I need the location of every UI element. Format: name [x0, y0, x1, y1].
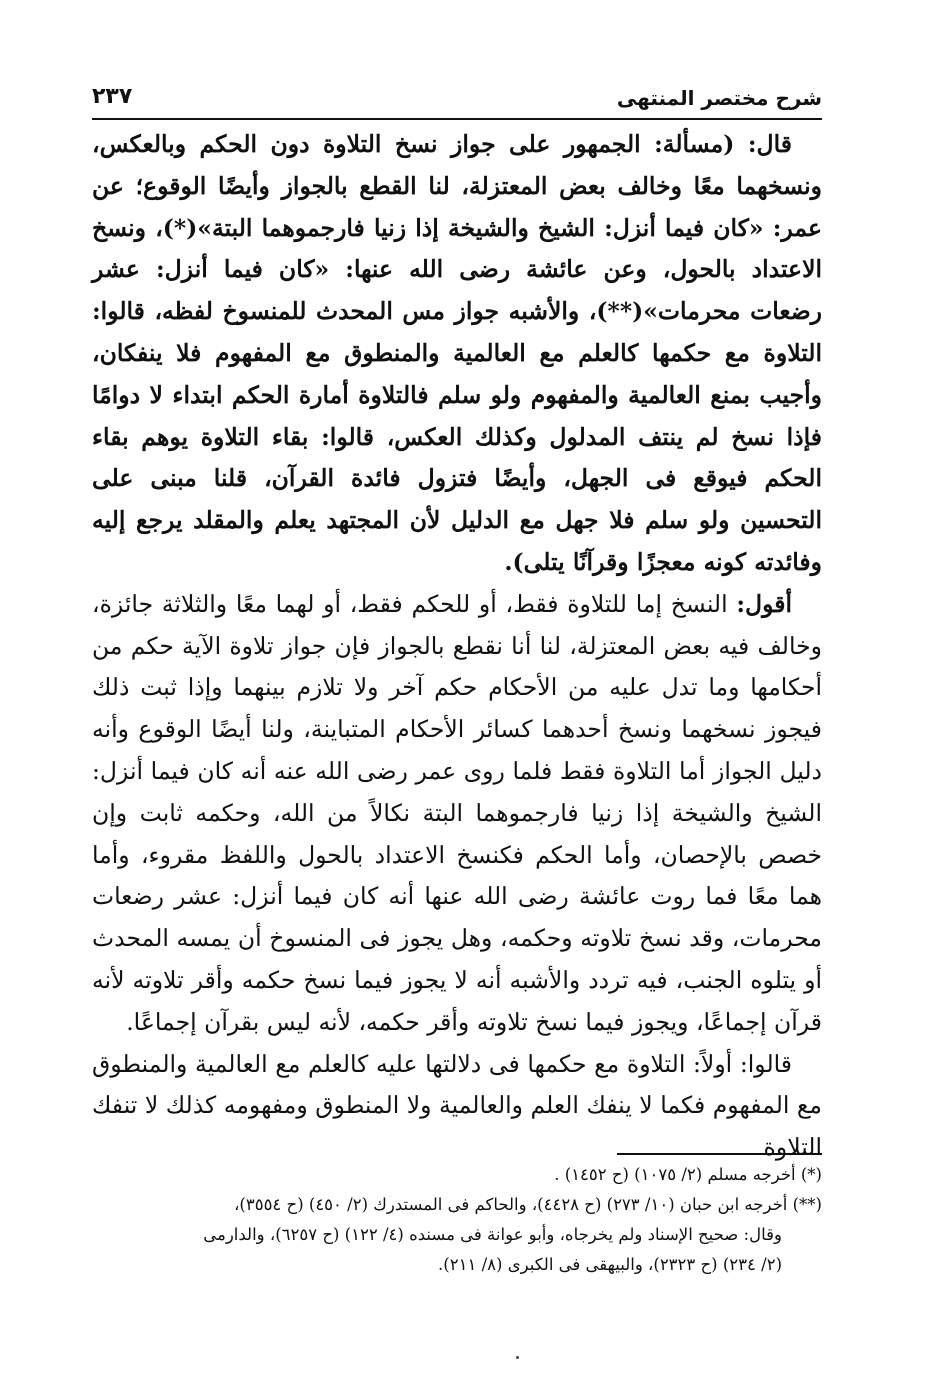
- book-title: شرح مختصر المنتهى: [616, 86, 822, 110]
- footnotes: [92, 1160, 822, 1280]
- main-text: [92, 124, 822, 1169]
- print-speck: [516, 1356, 519, 1359]
- matn-paragraph: قال: (مسألة: الجمهور على جواز نسخ التلاوة دون الحكم وبالعكس، ونسخهما معًا وخالف بعض المعتزلة، لنا القطع بالجواز وأيضًا الوقوع؛ عن عمر: «كان فيما أنزل: الشيخ والشيخة إذا زنيا فارجموهما البتة»(*)، ونسخ الاعتداد بالحول، وعن عائشة رضى الله عنها: «كان فيما أنزل: عشر رضعات محرمات»(**)، والأشبه جواز مس المحدث للمنسوخ لفظه، قالوا: التلاوة مع حكمها كالعلم مع العالمية والمنطوق مع المفهوم فلا ينفكان، وأجيب بمنع العالمية والمفهوم ولو سلم فالتلاوة أمارة الحكم ابتداء لا دوامًا فإذا نسخ لم ينتف المدلول وكذلك العكس، قالوا: بقاء التلاوة يوهم بقاء الحكم فيوقع فى الجهل، وأيضًا فتزول فائدة القرآن، قلنا مبنى على التحسين ولو سلم فلا جهل مع الدليل لأن المجتهد يعلم والمقلد يرجع إليه وفائدته كونه معجزًا وقرآنًا يتلى).: [92, 130, 822, 576]
- running-header: [92, 82, 822, 120]
- footnote-2: (**) أخرجه ابن حبان (١٠/ ٢٧٣) (ح ٤٤٢٨)، والحاكم فى المستدرك (٢/ ٤٥٠) (ح ٣٥٥٤)،: [234, 1195, 822, 1214]
- footnote-divider: [617, 1153, 822, 1155]
- qalu-paragraph: قالوا: أولاً: التلاوة مع حكمها فى دلالتها عليه كالعلم مع العالمية والمنطوق مع المفهوم فكما لا ينفك العلم والعالمية ولا المنطوق ومفهومه كذلك لا تنفك التلاوة: [92, 1049, 822, 1162]
- footnote-2-continued-end: (٢/ ٢٣٤) (ح ٢٣٢٣)، والبيهقى فى الكبرى (٨/ ٢١١).: [438, 1255, 782, 1274]
- sharh-paragraph: [92, 584, 822, 1044]
- sharh-text: النسخ إما للتلاوة فقط، أو للحكم فقط، أو لهما معًا والثلاثة جائزة، وخالف فيه بعض المعتزلة، لنا أنا نقطع بالجواز فإن جواز تلاوة الآية حكم من أحكامها وما تدل عليه من الأحكام حكم آخر ولا تلازم بينهما وإذا ثبت ذلك فيجوز نسخهما ونسخ أحدهما كسائر الأحكام المتباينة، ولنا أيضًا الوقوع وأنه دليل الجواز أما التلاوة فقط فلما روى عمر رضى الله عنه أنه كان فيما أنزل: الشيخ والشيخة إذا زنيا فارجموهما البتة نكالاً من الله، وحكمه ثابت وإن خصص بالإحصان، وأما الحكم فكنسخ الاعتداد بالحول واللفظ مقروء، وأما هما معًا فما روت عائشة رضى الله عنها أنه كان فيما أنزل: عشر رضعات محرمات، وقد نسخ تلاوته وحكمه، وهل يجوز فى المنسوخ أن يمسه المحدث أو يتلوه الجنب، فيه تردد والأشبه أنه لا يجوز فيما نسخ حكمه وأقر تلاوته لأنه قرآن إجماعًا، ويجوز فيما نسخ تلاوته وأقر حكمه، لأنه ليس بقرآن إجماعًا.: [92, 589, 822, 1036]
- page-number: ٢٣٧: [92, 84, 133, 109]
- footnote-2-continued: وقال: صحيح الإسناد ولم يخرجاه، وأبو عوانة فى مسنده (٤/ ١٢٢) (ح ٦٢٥٧)، والدارمى: [203, 1225, 782, 1244]
- sharh-label: أقول:: [736, 589, 792, 618]
- footnote-1: (*) أخرجه مسلم (٢/ ١٠٧٥) (ح ١٤٥٢) .: [554, 1165, 822, 1184]
